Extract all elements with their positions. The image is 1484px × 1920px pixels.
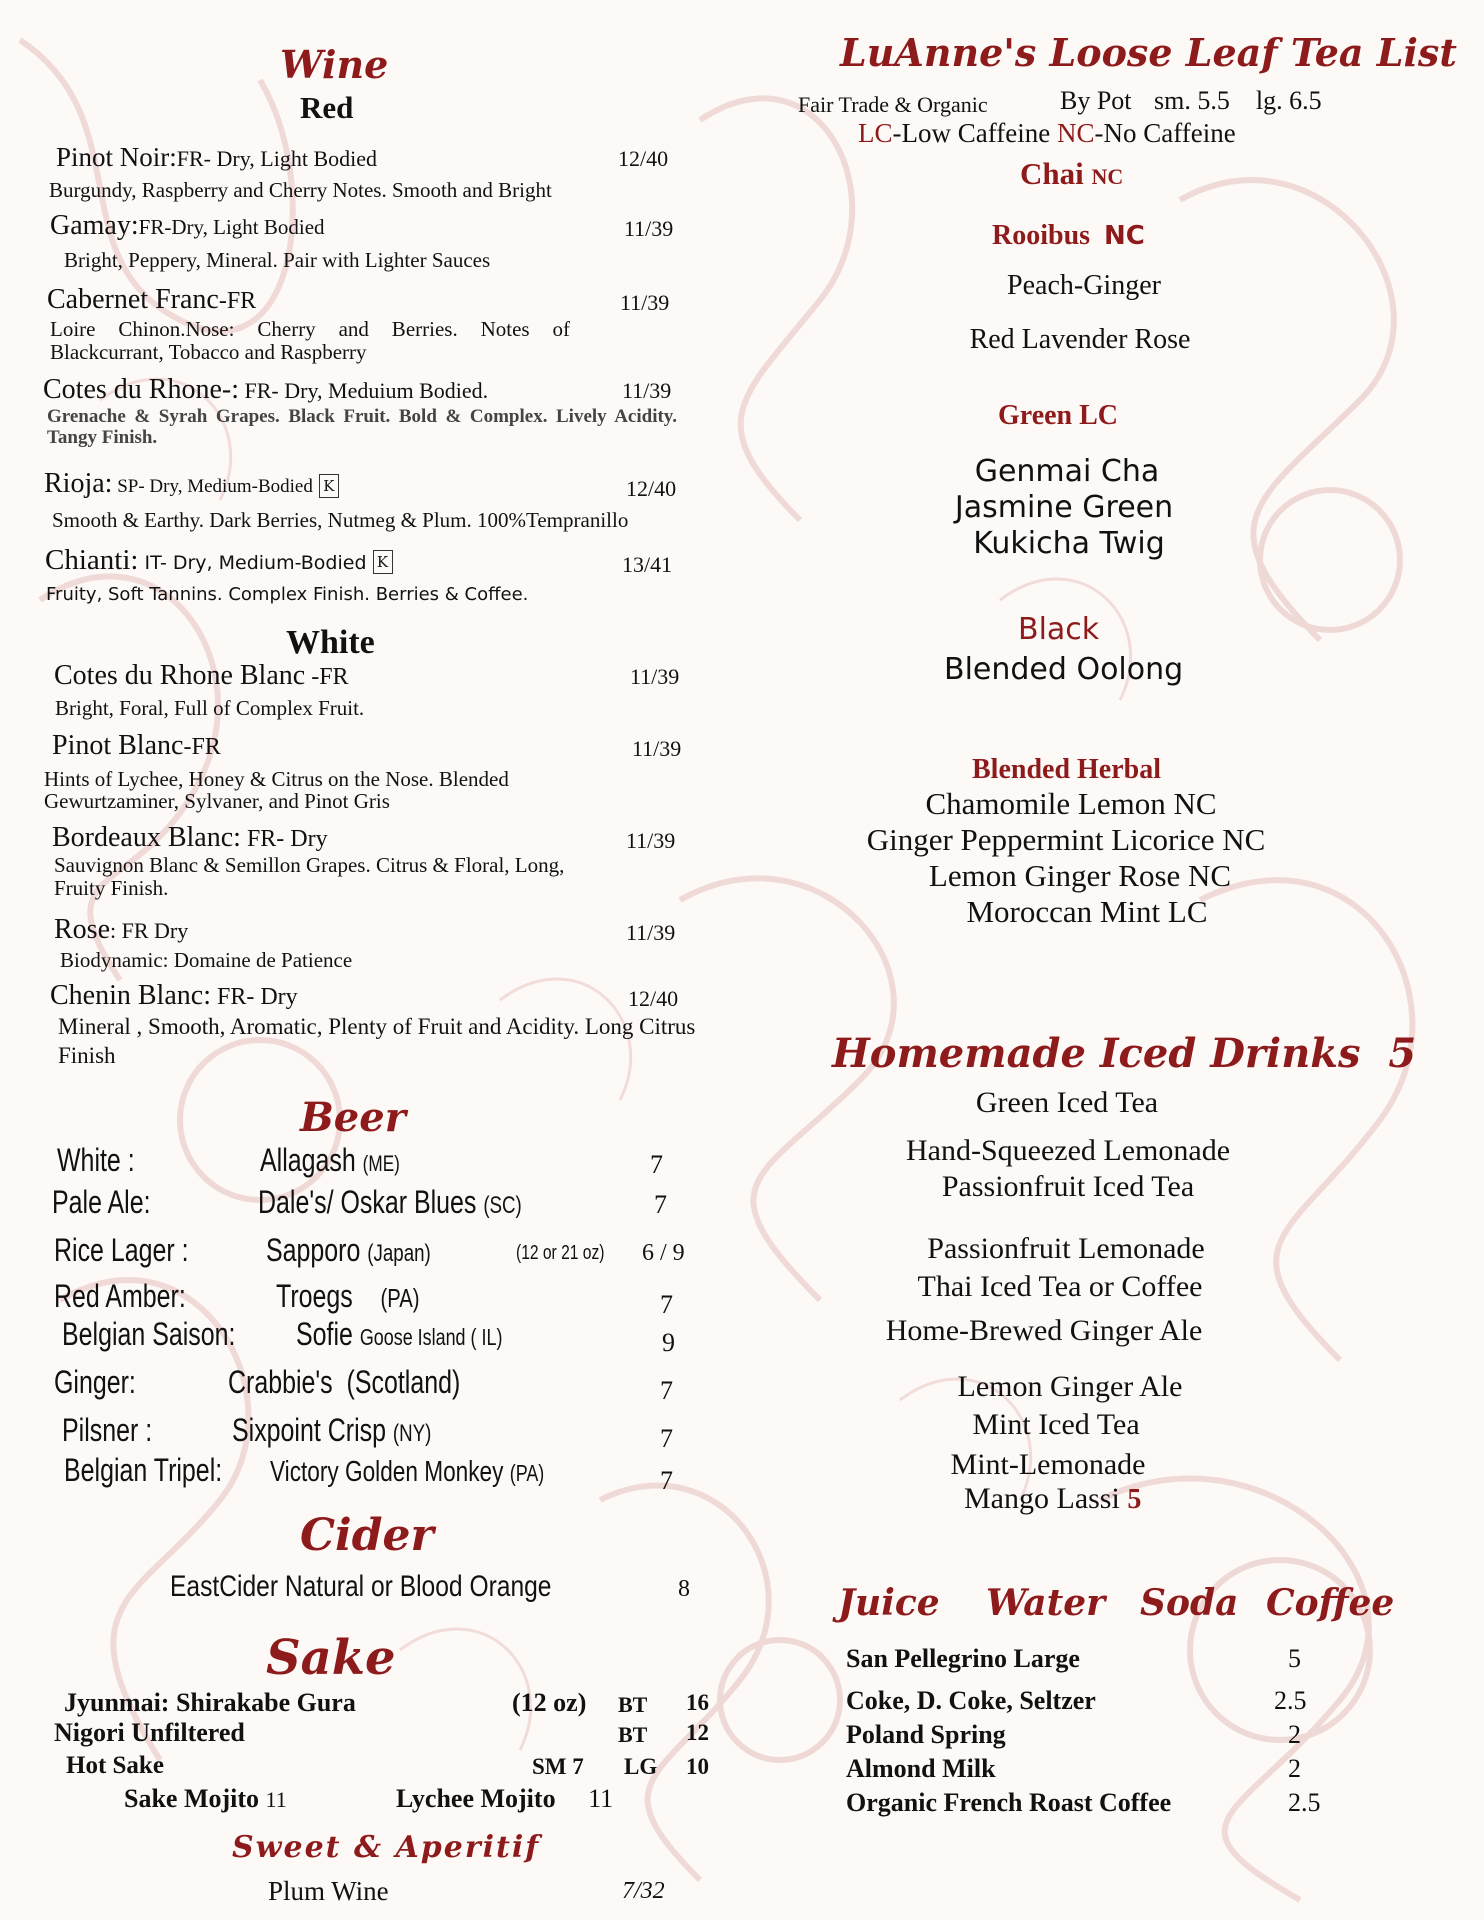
wine-sub: FR-Dry, Light Bodied <box>138 215 325 239</box>
wine-sub: -FR <box>183 734 221 760</box>
soda-heading: Soda <box>1140 1582 1239 1624</box>
rooibus-heading: Rooibus NC <box>992 220 1145 251</box>
wine-name: Bordeaux Blanc: <box>52 822 241 853</box>
tea-item: Chamomile Lemon NC <box>925 786 1217 821</box>
wine-price: 12/40 <box>618 146 669 171</box>
wine-desc: Biodynamic: Domaine de Patience <box>60 948 353 972</box>
wine-item <box>50 980 298 1012</box>
tea-item: Kukicha Twig <box>973 526 1165 561</box>
wine-sub: FR- Dry, Meduium Bodied. <box>239 378 489 403</box>
iced-item: Passionfruit Iced Tea <box>941 1170 1195 1203</box>
beer-type: Pilsner : <box>62 1412 153 1448</box>
sake-name: Hot Sake <box>66 1752 164 1779</box>
fair-trade-label: Fair Trade & Organic <box>798 92 988 117</box>
wine-price: 11/39 <box>620 290 670 315</box>
wine-desc: Hints of Lychee, Honey & Citrus on the Nose. Blended Gewurtzaminer, Sylvaner, and Pinot Gris <box>44 767 509 813</box>
iced-item: Green Iced Tea <box>975 1086 1159 1119</box>
wine-name: Cotes du Rhone-: <box>43 374 239 405</box>
wine-sub: FR- Dry <box>210 984 298 1010</box>
beer-type: Belgian Tripel: <box>64 1452 223 1488</box>
red-heading: Red <box>300 90 354 125</box>
black-heading: Black <box>1018 612 1100 647</box>
wine-price: 11/39 <box>626 920 676 945</box>
herbal-heading: Blended Herbal <box>972 754 1162 785</box>
wine-item <box>52 822 328 854</box>
wine-name: Pinot Noir: <box>56 142 177 172</box>
beer-price: 7 <box>660 1290 673 1319</box>
tea-item: Blended Oolong <box>944 652 1184 687</box>
wine-item <box>45 544 393 577</box>
beer-size: (12 or 21 oz) <box>516 1242 605 1264</box>
wine-item <box>54 914 188 946</box>
iced-item: Passionfruit Lemonade <box>927 1232 1205 1265</box>
cider-item: EastCider Natural or Blood Orange <box>170 1570 552 1603</box>
beer-price: 7 <box>660 1376 673 1405</box>
sake-unit: BT <box>618 1722 648 1747</box>
wine-item <box>44 468 339 500</box>
sake-name: Jyunmai: Shirakabe Gura <box>64 1688 356 1717</box>
plum-wine: Plum Wine <box>268 1876 389 1906</box>
wine-desc: Mineral , Smooth, Aromatic, Plenty of Fruit and Acidity. Long Citrus Finish <box>58 1014 696 1068</box>
drink-price: 2.5 <box>1274 1686 1307 1715</box>
water-heading: Water <box>986 1582 1106 1624</box>
chai-heading: Chai NC <box>1020 156 1124 191</box>
wine-name: Rose <box>54 914 110 945</box>
wine-desc: Fruity, Soft Tannins. Complex Finish. Berries & Coffee. <box>46 584 529 605</box>
wine-desc: Sauvignon Blanc & Semillon Grapes. Citrus & Floral, Long, Fruity Finish. <box>54 853 565 900</box>
tea-item: Peach-Ginger <box>1007 270 1161 301</box>
beer-type: Pale Ale: <box>52 1184 151 1220</box>
wine-price: 11/39 <box>622 378 672 403</box>
drink-price: 2 <box>1288 1720 1301 1749</box>
wine-name: Cabernet Franc <box>47 284 219 315</box>
beer-title: Beer <box>300 1094 406 1141</box>
beer-price: 6 / 9 <box>642 1240 685 1266</box>
iced-item: Mint-Lemonade <box>950 1448 1146 1481</box>
tea-item: Moroccan Mint LC <box>966 894 1208 929</box>
wine-desc: Loire Chinon.Nose: Cherry and Berries. Notes of Blackcurrant, Tobacco and Raspberry <box>50 317 570 364</box>
wine-price: 11/39 <box>630 664 680 689</box>
sake-name: Nigori Unfiltered <box>54 1718 245 1747</box>
beer-price: 9 <box>662 1328 675 1357</box>
tea-item: Red Lavender Rose <box>969 324 1191 355</box>
drink-name: Coke, D. Coke, Seltzer <box>846 1686 1096 1715</box>
cider-title: Cider <box>300 1510 434 1561</box>
drink-price: 2.5 <box>1288 1788 1321 1817</box>
wine-name: Gamay: <box>50 210 139 241</box>
wine-sub: IT- Dry, Medium-Bodied <box>138 552 367 574</box>
wine-item <box>56 142 377 173</box>
sake-price: 12 <box>686 1720 709 1745</box>
drink-price: 2 <box>1288 1754 1301 1783</box>
wine-sub: FR- Dry <box>240 826 328 852</box>
sake-size: (12 oz) <box>512 1688 587 1717</box>
kosher-icon: K <box>373 550 393 574</box>
iced-item: Thai Iced Tea or Coffee <box>917 1270 1203 1303</box>
wine-price: 12/40 <box>626 476 677 501</box>
beer-name: Sofie Goose Island ( IL) <box>296 1316 503 1352</box>
drink-name: Almond Milk <box>846 1754 996 1783</box>
sake-unit: LG <box>624 1754 658 1779</box>
wine-desc: Smooth & Earthy. Dark Berries, Nutmeg & Plum. 100%Tempranillo <box>52 508 629 532</box>
caffeine-legend: LC-Low Caffeine NC-No Caffeine <box>858 118 1236 148</box>
wine-price: 11/39 <box>632 736 682 761</box>
beer-type: White : <box>57 1142 135 1178</box>
wine-item <box>52 730 221 762</box>
sake-price: 10 <box>686 1754 709 1779</box>
wine-sub: -FR <box>305 664 349 690</box>
beer-name: Crabbie's (Scotland) <box>228 1364 461 1400</box>
iced-item: Lemon Ginger Ale <box>957 1370 1183 1403</box>
wine-name: Pinot Blanc <box>52 730 184 761</box>
iced-drinks-title: Homemade Iced Drinks 5 <box>832 1030 1417 1077</box>
wine-item <box>54 660 349 692</box>
coffee-heading: Coffee <box>1266 1582 1395 1624</box>
sake-sm: SM 7 <box>532 1754 584 1779</box>
sake-title: Sake <box>266 1630 396 1686</box>
by-pot-label: By Pot <box>1060 86 1132 115</box>
wine-name: Cotes du Rhone Blanc <box>54 660 306 691</box>
iced-item: Home-Brewed Ginger Ale <box>885 1314 1203 1347</box>
sake-unit: BT <box>618 1692 648 1717</box>
beer-type: Ginger: <box>54 1364 136 1400</box>
drink-name: San Pellegrino Large <box>846 1644 1080 1673</box>
cider-price: 8 <box>678 1576 690 1602</box>
mango-lassi: Mango Lassi 5 <box>964 1482 1142 1515</box>
sake-price: 16 <box>686 1690 709 1715</box>
tea-title: LuAnne's Loose Leaf Tea List <box>840 30 1457 75</box>
wine-title: Wine <box>280 42 389 87</box>
beer-type: Belgian Saison: <box>62 1316 236 1352</box>
tea-item: Genmai Cha <box>974 454 1160 489</box>
lychee-mojito: Lychee Mojito 11 <box>396 1784 614 1813</box>
wine-item <box>50 210 325 242</box>
beer-name: Troegs (PA) <box>276 1278 420 1314</box>
drink-name: Poland Spring <box>846 1720 1006 1749</box>
kosher-icon: K <box>319 474 339 498</box>
beer-price: 7 <box>650 1150 663 1179</box>
wine-item <box>47 284 256 316</box>
beer-name: Allagash (ME) <box>260 1142 400 1178</box>
green-heading: Green LC <box>998 400 1119 431</box>
beer-type: Rice Lager : <box>54 1232 189 1268</box>
wine-name: Rioja: <box>44 468 113 499</box>
beer-price: 7 <box>654 1190 667 1219</box>
wine-desc: Grenache & Syrah Grapes. Black Fruit. Bold & Complex. Lively Acidity. Tangy Finish. <box>47 406 677 448</box>
wine-sub: -FR <box>218 288 257 314</box>
drink-price: 5 <box>1288 1644 1301 1673</box>
beer-name: Victory Golden Monkey (PA) <box>270 1456 545 1488</box>
wine-sub: SP- Dry, Medium-Bodied <box>112 476 313 497</box>
wine-desc: Bright, Peppery, Mineral. Pair with Lighter Sauces <box>64 248 491 272</box>
beer-price: 7 <box>660 1424 673 1453</box>
wine-price: 12/40 <box>628 986 679 1011</box>
wine-item <box>43 374 488 406</box>
iced-item: Mint Iced Tea <box>972 1408 1140 1441</box>
wine-name: Chianti: <box>45 544 139 576</box>
sweet-aperitif-title: Sweet & Aperitif <box>232 1830 541 1865</box>
wine-sub: FR- Dry, Light Bodied <box>176 146 377 171</box>
tea-item: Lemon Ginger Rose NC <box>928 858 1232 893</box>
wine-name: Chenin Blanc: <box>50 980 211 1011</box>
tea-item: Jasmine Green <box>954 490 1174 525</box>
plum-wine-price: 7/32 <box>622 1878 665 1904</box>
beer-name: Sapporo (Japan) <box>266 1232 431 1268</box>
juice-heading: Juice <box>838 1582 940 1624</box>
wine-desc: Bright, Foral, Full of Complex Fruit. <box>55 696 365 720</box>
sake-mojito: Sake Mojito 11 <box>124 1784 287 1813</box>
wine-desc: Burgundy, Raspberry and Cherry Notes. Smooth and Bright <box>49 178 552 202</box>
pot-sizes: sm. 5.5 lg. 6.5 <box>1154 86 1322 115</box>
drink-name: Organic French Roast Coffee <box>846 1788 1172 1817</box>
wine-price: 13/41 <box>622 552 673 577</box>
wine-sub: : FR Dry <box>110 918 189 943</box>
beer-type: Red Amber: <box>54 1278 186 1314</box>
iced-item: Hand-Squeezed Lemonade <box>905 1134 1231 1167</box>
beer-name: Dale's/ Oskar Blues (SC) <box>258 1184 522 1220</box>
tea-item: Ginger Peppermint Licorice NC <box>866 822 1266 857</box>
white-heading: White <box>286 624 375 661</box>
beer-price: 7 <box>660 1466 673 1495</box>
wine-price: 11/39 <box>626 828 676 853</box>
wine-price: 11/39 <box>624 216 674 241</box>
beer-name: Sixpoint Crisp (NY) <box>232 1412 432 1448</box>
